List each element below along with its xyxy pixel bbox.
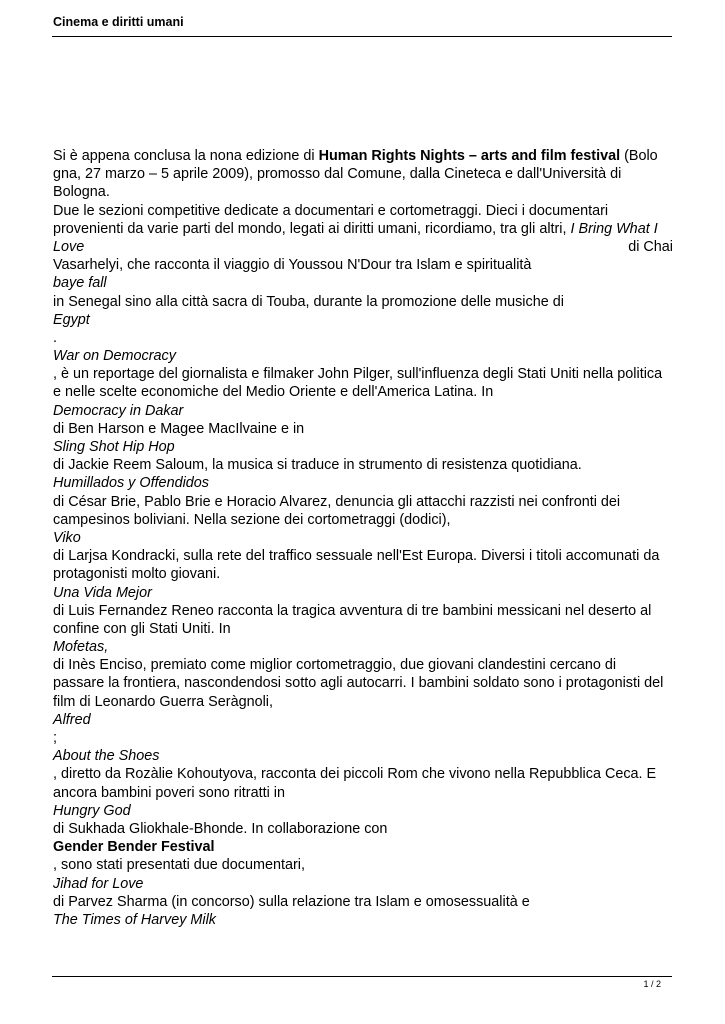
text-line bbox=[53, 474, 673, 492]
text-line bbox=[53, 547, 673, 565]
footer-divider bbox=[52, 976, 672, 977]
text-run: , diretto da Rozàlie Kohoutyova, racconta dei piccoli Rom che vivono nella Repubblica Ceca. E bbox=[53, 766, 657, 783]
film-title: Hungry God bbox=[53, 802, 131, 819]
text-run: di Inès Enciso, premiato come miglior cortometraggio, due giovani clandestini cercano di bbox=[53, 657, 617, 674]
text-line bbox=[53, 820, 673, 838]
text-line bbox=[53, 220, 673, 238]
film-title: Love bbox=[53, 238, 85, 255]
text-line bbox=[53, 711, 673, 729]
text-line bbox=[53, 584, 673, 602]
text-run: protagonisti molto giovani. bbox=[53, 566, 221, 583]
text-line bbox=[53, 274, 673, 292]
film-title: Sling Shot Hip Hop bbox=[53, 439, 175, 455]
text-run: Vasarhelyi, che racconta il viaggio di Youssou N'Dour tra Islam e spiritualità bbox=[53, 257, 532, 274]
festival-name: Human Rights Nights – arts and film festival bbox=[318, 148, 621, 164]
text-line bbox=[53, 383, 673, 401]
text-line bbox=[53, 565, 673, 583]
text-run: di Sukhada Gliokhale-Bhonde. In collaborazione con bbox=[53, 820, 388, 837]
text-run: e nelle scelte economiche del Medio Oriente e dell'America Latina. In bbox=[53, 384, 494, 401]
text-line bbox=[53, 311, 673, 329]
text-line bbox=[53, 747, 673, 765]
film-title: Alfred bbox=[53, 711, 91, 728]
text-run: ; bbox=[53, 730, 57, 746]
text-run: in Senegal sino alla città sacra di Touba, durante la promozione delle musiche di bbox=[53, 293, 564, 310]
text-run: film di Leonardo Guerra Seràgnoli, bbox=[53, 693, 273, 710]
text-line bbox=[53, 656, 673, 674]
text-run: (Bolo bbox=[620, 148, 658, 164]
film-title: Viko bbox=[53, 529, 81, 546]
text-line bbox=[53, 893, 673, 911]
festival-name: Gender Bender Festival bbox=[53, 839, 215, 856]
text-run: Si è appena conclusa la nona edizione di bbox=[53, 148, 319, 164]
text-run: confine con gli Stati Uniti. In bbox=[53, 620, 231, 637]
text-line bbox=[53, 693, 673, 711]
text-line bbox=[53, 765, 673, 783]
text-run: di Jackie Reem Saloum, la musica si traduce in strumento di resistenza quotidiana. bbox=[53, 457, 582, 474]
text-run: di Parvez Sharma (in concorso) sulla relazione tra Islam e omosessualità e bbox=[53, 893, 530, 910]
text-run: di Chai bbox=[628, 238, 673, 255]
text-run: , sono stati presentati due documentari, bbox=[53, 857, 305, 874]
text-line bbox=[53, 856, 673, 874]
text-line bbox=[53, 802, 673, 820]
text-line bbox=[53, 875, 673, 893]
text-run: , è un reportage del giornalista e filmaker John Pilger, sull'influenza degli Stati Uniti nella politica bbox=[53, 366, 663, 383]
page-number: 1 / 2 bbox=[643, 979, 661, 989]
text-line bbox=[53, 256, 673, 274]
text-line bbox=[53, 293, 673, 311]
text-run: Due le sezioni competitive dedicate a documentari e cortometraggi. Dieci i documentari bbox=[53, 202, 609, 219]
text-line bbox=[53, 602, 673, 620]
text-line bbox=[53, 729, 673, 747]
text-run: gna, 27 marzo – 5 aprile 2009), promosso dal Comune, dalla Cineteca e dall'Università di bbox=[53, 166, 622, 183]
text-line bbox=[53, 238, 673, 256]
text-line bbox=[53, 620, 673, 638]
film-title: The Times of Harvey Milk bbox=[53, 911, 216, 928]
text-line bbox=[53, 147, 673, 165]
text-line bbox=[53, 911, 673, 929]
article-body bbox=[53, 147, 673, 929]
text-line bbox=[53, 347, 673, 365]
text-line bbox=[53, 365, 673, 383]
film-title: Jihad for Love bbox=[53, 875, 144, 892]
text-run: di César Brie, Pablo Brie e Horacio Alvarez, denuncia gli attacchi razzisti nei confronti dei bbox=[53, 493, 621, 510]
film-title: War on Democracy bbox=[53, 348, 176, 365]
text-run: passare la frontiera, nascondendosi sotto agli autocarri. I bambini soldato sono i protagonisti del bbox=[53, 675, 664, 692]
header-divider bbox=[52, 36, 672, 37]
film-title: Humillados y Offendidos bbox=[53, 475, 209, 492]
text-line bbox=[53, 329, 673, 347]
film-title: Egypt bbox=[53, 311, 90, 328]
text-run: di Larjsa Kondracki, sulla rete del traffico sessuale nell'Est Europa. Diversi i titoli accomunati da bbox=[53, 548, 660, 565]
text-line bbox=[53, 493, 673, 511]
text-line bbox=[53, 838, 673, 856]
text-run: di Ben Harson e Magee MacIlvaine e in bbox=[53, 420, 305, 437]
film-title: Una Vida Mejor bbox=[53, 584, 152, 601]
text-run: . bbox=[53, 329, 57, 346]
text-line bbox=[53, 784, 673, 802]
film-title: About the Shoes bbox=[53, 748, 160, 765]
text-run: di Luis Fernandez Reneo racconta la tragica avventura di tre bambini messicani nel deserto al bbox=[53, 602, 652, 619]
text-line bbox=[53, 638, 673, 656]
text-line bbox=[53, 511, 673, 529]
page-header-title: Cinema e diritti umani bbox=[53, 15, 184, 29]
text-line bbox=[53, 674, 673, 692]
film-title: baye fall bbox=[53, 275, 107, 292]
text-line bbox=[53, 165, 673, 183]
text-line bbox=[53, 402, 673, 420]
text-line bbox=[53, 438, 673, 456]
text-run: ancora bambini poveri sono ritratti in bbox=[53, 784, 285, 801]
text-line bbox=[53, 529, 673, 547]
text-run: Bologna. bbox=[53, 184, 110, 201]
text-line bbox=[53, 202, 673, 220]
film-title: I Bring What I bbox=[570, 220, 658, 237]
text-run: campesinos boliviani. Nella sezione dei cortometraggi (dodici), bbox=[53, 511, 451, 528]
film-title: Democracy in Dakar bbox=[53, 402, 184, 419]
text-run: provenienti da varie parti del mondo, legati ai diritti umani, ricordiamo, tra gli altri, bbox=[53, 220, 571, 237]
text-line bbox=[53, 420, 673, 438]
film-title: Mofetas, bbox=[53, 639, 109, 656]
text-line bbox=[53, 183, 673, 201]
text-line bbox=[53, 456, 673, 474]
